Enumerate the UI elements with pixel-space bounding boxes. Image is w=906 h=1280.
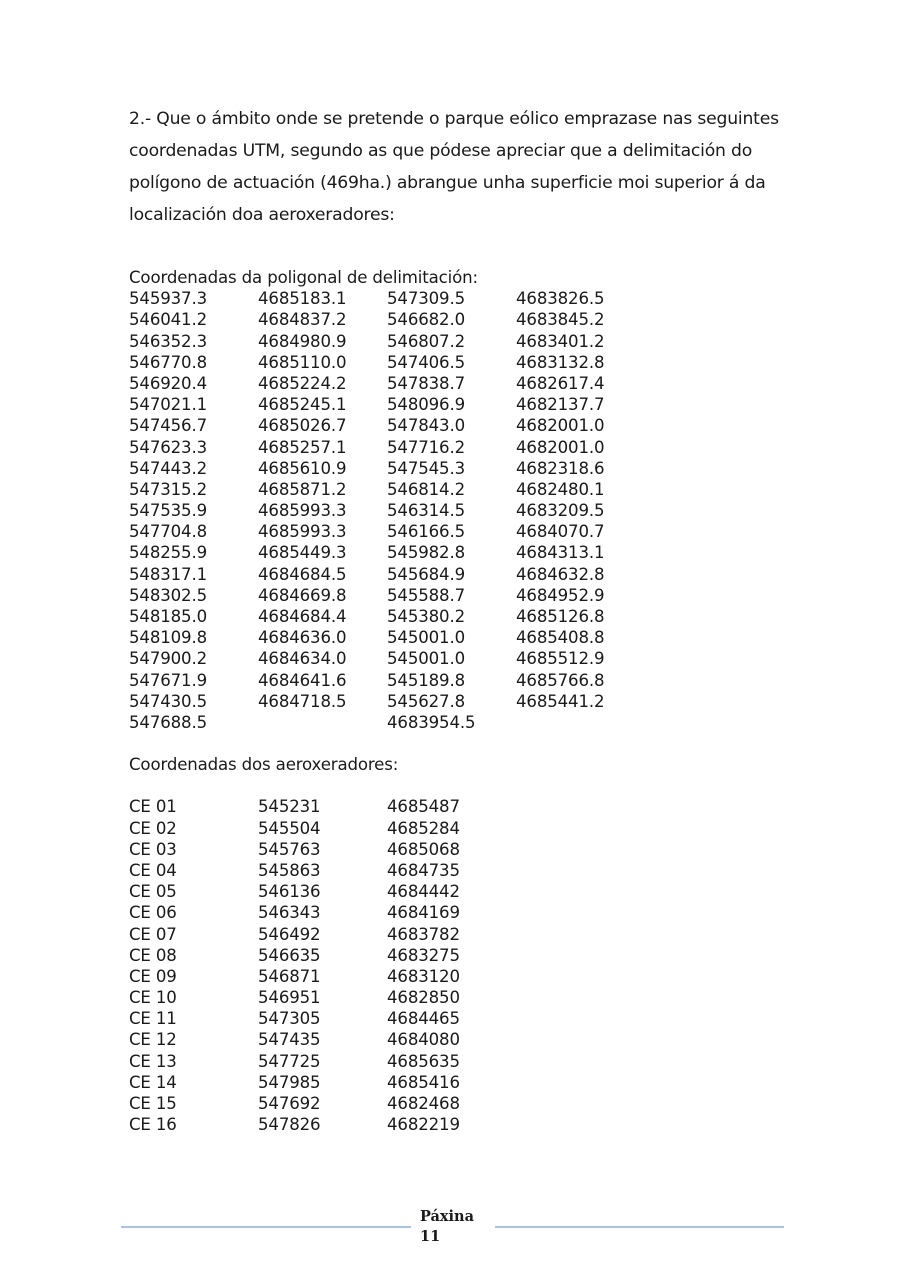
table-row [129,670,645,691]
footer-rule-left [121,1226,411,1228]
table-cell: 4684980.9 [258,331,347,351]
table-cell: CE 01 [129,797,177,817]
table-cell: 547826 [258,1115,321,1135]
turbine-coordinates-table [129,754,516,1135]
table-cell: 4684684.4 [258,607,347,627]
table-cell: 547716.2 [387,437,465,457]
table-cell: CE 12 [129,1030,177,1050]
table-row [129,331,645,352]
table-cell: 547900.2 [129,649,207,669]
table-cell: 4685512.9 [516,649,605,669]
table-cell: 4685993.3 [258,501,347,521]
intro-paragraph [129,103,789,231]
table-cell: 545001.0 [387,649,465,669]
table-row [129,437,645,458]
table-row [129,521,645,542]
table-row [129,1072,516,1093]
table-cell: 546807.2 [387,331,465,351]
table-cell: CE 15 [129,1094,177,1114]
table-cell: 546814.2 [387,479,465,499]
table-cell: 4684080 [387,1030,460,1050]
table-row [129,288,645,309]
table-cell: 546136 [258,882,321,902]
table-row [129,924,516,945]
table-cell: 4685257.1 [258,437,347,457]
table-cell: 4685026.7 [258,416,347,436]
table-row [129,564,645,585]
table-cell: 547704.8 [129,522,207,542]
table-row [129,712,645,733]
page-number: 11 [420,1228,441,1245]
table-cell: 547443.2 [129,458,207,478]
table-cell: 545001.0 [387,628,465,648]
table-cell: 4683401.2 [516,331,605,351]
table-cell: 545380.2 [387,607,465,627]
table-cell: 545189.8 [387,670,465,690]
table-cell: 4684636.0 [258,628,347,648]
table-cell: 547623.3 [129,437,207,457]
table-cell: CE 05 [129,882,177,902]
table-cell: 547838.7 [387,373,465,393]
table-cell: 4682617.4 [516,373,605,393]
polygon-heading: Coordenadas da poligonal de delimitación: [129,268,478,287]
table-cell: 548255.9 [129,543,207,563]
footer-rule-right [495,1226,784,1228]
table-cell: 4684465 [387,1009,460,1029]
table-cell: 545504 [258,818,321,838]
table-cell: 4685245.1 [258,395,347,415]
table-cell: 548096.9 [387,395,465,415]
table-row [129,1008,516,1029]
table-row [129,627,645,648]
table-cell: 4682001.0 [516,437,605,457]
table-cell: 4682468 [387,1094,460,1114]
table-cell: 547535.9 [129,501,207,521]
table-cell: 546682.0 [387,310,465,330]
table-cell: CE 11 [129,1009,177,1029]
table-cell: 546492 [258,924,321,944]
table-row [129,818,516,839]
table-row [129,1093,516,1114]
table-row [129,796,516,817]
table-cell: CE 07 [129,924,177,944]
table-cell: 4683954.5 [387,712,476,732]
table-row [129,479,645,500]
table-cell: 546635 [258,945,321,965]
table-cell: 4684632.8 [516,564,605,584]
table-cell: 4685284 [387,818,460,838]
table-cell: 548302.5 [129,585,207,605]
table-cell: 545863 [258,860,321,880]
table-row [129,1051,516,1072]
page-number-footer [420,1207,474,1247]
table-cell: CE 16 [129,1115,177,1135]
table-cell: 4684070.7 [516,522,605,542]
table-cell: 546352.3 [129,331,207,351]
table-row [129,542,645,563]
table-cell: 547305 [258,1009,321,1029]
table-cell: 4684669.8 [258,585,347,605]
table-cell: 547671.9 [129,670,207,690]
table-cell: CE 09 [129,966,177,986]
table-cell: CE 02 [129,818,177,838]
table-cell: 4685416 [387,1072,460,1092]
table-cell: 545684.9 [387,564,465,584]
table-cell: 546951 [258,988,321,1008]
table-cell: 545588.7 [387,585,465,605]
intro-line: polígono de actuación (469ha.) abrangue unha superficie moi superior á da [129,173,766,193]
table-cell: 4683132.8 [516,352,605,372]
table-cell: CE 06 [129,903,177,923]
table-cell: 547406.5 [387,352,465,372]
table-cell: 4682001.0 [516,416,605,436]
table-row [129,648,645,669]
table-cell: 547309.5 [387,289,465,309]
table-row [129,394,645,415]
table-row [129,860,516,881]
table-cell: 545982.8 [387,543,465,563]
table-row [129,606,645,627]
table-cell: 545231 [258,797,321,817]
table-cell: 547843.0 [387,416,465,436]
table-cell: 547985 [258,1072,321,1092]
table-cell: CE 14 [129,1072,177,1092]
table-cell: 4685635 [387,1051,460,1071]
table-cell: 4684442 [387,882,460,902]
table-cell: 546343 [258,903,321,923]
table-cell: 4684313.1 [516,543,605,563]
table-row [129,945,516,966]
table-cell: 4685183.1 [258,289,347,309]
table-row [129,966,516,987]
table-row [129,839,516,860]
table-cell: 547430.5 [129,691,207,711]
table-row [129,987,516,1008]
table-cell: 547725 [258,1051,321,1071]
table-cell: 545763 [258,839,321,859]
table-cell: 4685110.0 [258,352,347,372]
table-cell: 4682850 [387,988,460,1008]
intro-line: localización doa aeroxeradores: [129,205,395,225]
table-cell [516,712,645,733]
table-cell: 4684634.0 [258,649,347,669]
table-row [129,881,516,902]
table-cell: 548317.1 [129,564,207,584]
table-cell: 547315.2 [129,479,207,499]
table-cell: 4685441.2 [516,691,605,711]
table-cell: 4684641.6 [258,670,347,690]
table-cell: 548185.0 [129,607,207,627]
table-row [129,500,645,521]
table-cell: 4685068 [387,839,460,859]
table-cell: 4685449.3 [258,543,347,563]
table-cell: 4684837.2 [258,310,347,330]
page-label: Páxina [420,1208,474,1225]
table-cell: 546920.4 [129,373,207,393]
table-cell: 4682318.6 [516,458,605,478]
table-cell: 4683782 [387,924,460,944]
table-cell: 4685871.2 [258,479,347,499]
table-cell: 545937.3 [129,289,207,309]
table-cell: 547456.7 [129,416,207,436]
table-cell: 4684169 [387,903,460,923]
table-cell: 546166.5 [387,522,465,542]
table-cell: 4683120 [387,966,460,986]
table-cell: 4685487 [387,797,460,817]
turbines-heading: Coordenadas dos aeroxeradores: [129,755,399,774]
table-cell [258,712,387,733]
table-row [129,1114,516,1135]
intro-line: 2.- Que o ámbito onde se pretende o parque eólico emprazase nas seguintes [129,109,779,129]
table-row [129,373,645,394]
table-cell: 545627.8 [387,691,465,711]
table-cell: 547021.1 [129,395,207,415]
table-cell: CE 13 [129,1051,177,1071]
table-cell: 548109.8 [129,628,207,648]
table-cell: 547435 [258,1030,321,1050]
table-cell: 4683209.5 [516,501,605,521]
table-cell: CE 08 [129,945,177,965]
table-cell: 4685126.8 [516,607,605,627]
table-cell: 4683275 [387,945,460,965]
table-cell: CE 10 [129,988,177,1008]
table-cell: 4684952.9 [516,585,605,605]
table-cell: 547692 [258,1094,321,1114]
table-row [129,1029,516,1050]
table-cell: 546770.8 [129,352,207,372]
table-cell: 546041.2 [129,310,207,330]
intro-line: coordenadas UTM, segundo as que pódese apreciar que a delimitación do [129,141,753,161]
table-cell: 4685766.8 [516,670,605,690]
table-cell: 4682480.1 [516,479,605,499]
table-row [129,415,645,436]
table-row [129,585,645,606]
table-row [129,458,645,479]
table-cell: 546871 [258,966,321,986]
table-row [129,309,645,330]
table-cell: CE 04 [129,860,177,880]
table-cell: 546314.5 [387,501,465,521]
table-cell: CE 03 [129,839,177,859]
table-cell: 547688.5 [129,712,207,732]
table-cell: 4685408.8 [516,628,605,648]
table-cell: 4684735 [387,860,460,880]
table-cell: 547545.3 [387,458,465,478]
table-cell: 4684718.5 [258,691,347,711]
table-cell: 4683826.5 [516,289,605,309]
table-row [129,352,645,373]
table-cell: 4685993.3 [258,522,347,542]
polygon-coordinates-table [129,267,645,733]
table-row [129,902,516,923]
table-cell: 4682137.7 [516,395,605,415]
table-cell: 4684684.5 [258,564,347,584]
table-cell: 4683845.2 [516,310,605,330]
table-cell: 4682219 [387,1115,460,1135]
table-row [129,691,645,712]
table-cell: 4685224.2 [258,373,347,393]
table-cell: 4685610.9 [258,458,347,478]
